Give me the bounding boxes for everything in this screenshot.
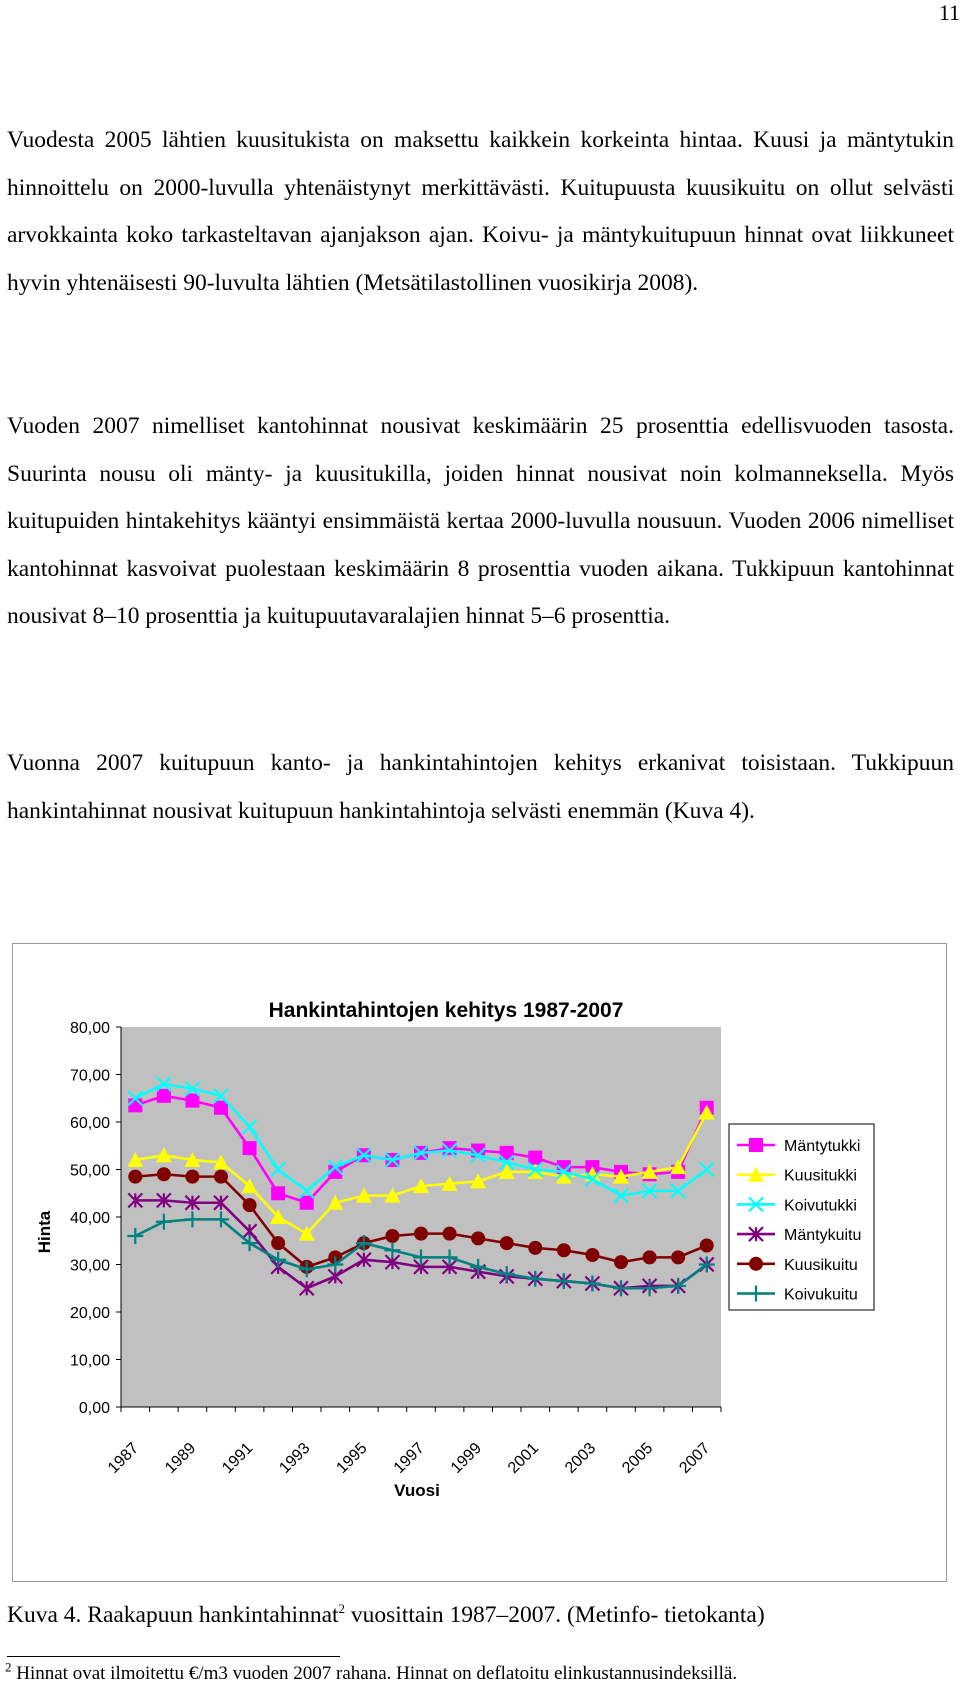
series-0-point [128,1098,142,1112]
y-tick-label: 60,00 [69,1115,110,1132]
x-tick-label: 1997 [390,1439,428,1477]
x-tick-label: 1991 [219,1439,257,1477]
series-4-point [443,1227,457,1241]
paragraph-1: Vuodesta 2005 lähtien kuusitukista on maksettu kaikkein korkeinta hintaa. Kuusi ja mäntytukin hinnoittelu on 2000-luvulla yhtenäistynyt merkittävästi. Kuitupuusta kuusikuitu on ollut selvästi arvokkainta koko tarkasteltavan ajanjakson ajan. Koivu- ja mäntykuitupuun hinnat ovat liikkuneet hyvin yhtenäisesti 90-luvulta lähtien (Metsätilastollinen vuosikirja 2008). [7,127,954,296]
series-4-point-shape [414,1227,428,1241]
y-tick-label: 30,00 [69,1257,110,1275]
x-tick-label: 1989 [162,1439,200,1477]
y-tick-label: 20,00 [69,1305,110,1322]
series-4-point-shape [128,1170,142,1184]
x-tick-label: 1987 [104,1439,143,1477]
series-4-point-shape [585,1248,599,1262]
series-0-point [271,1186,285,1200]
series-4-point-shape [214,1170,228,1184]
footnote-divider [7,1656,340,1657]
series-4-point [471,1231,485,1245]
series-4-point-shape [671,1250,685,1264]
series-0-point [443,1141,457,1155]
x-tick-label: 2007 [676,1439,714,1477]
series-4-point-shape [443,1227,457,1241]
series-4-point [243,1198,257,1212]
series-0-point-shape [271,1186,285,1200]
plot-area [121,1027,721,1407]
series-0-point-shape [300,1196,314,1210]
series-4-point-shape [643,1250,657,1264]
series-4-point-shape [157,1167,171,1181]
series-4-point-shape [700,1239,714,1253]
series-4-point [157,1167,171,1181]
series-0-point [185,1094,199,1108]
series-4-point [214,1170,228,1184]
legend-marker-0-shape [749,1138,763,1152]
y-tick-label: 10,00 [69,1352,110,1370]
series-4-point [185,1170,199,1184]
series-0-point [300,1196,314,1210]
series-4-point [671,1250,685,1264]
x-tick-label: 1995 [333,1439,371,1477]
legend-marker-0 [749,1138,763,1152]
x-axis-label: Vuosi [394,1481,440,1500]
series-4-point-shape [557,1243,571,1257]
series-0-point-shape [443,1141,457,1155]
series-0-point-shape [243,1141,257,1155]
y-tick-label: 70,00 [69,1067,110,1085]
y-tick-label: 40,00 [69,1210,110,1227]
legend-label: Mäntytukki [784,1138,861,1155]
series-4-point-shape [471,1231,485,1245]
x-tick-label: 2005 [619,1439,657,1477]
footnote-number: 2 [5,1659,12,1675]
legend-label: Kuusikuitu [784,1256,858,1274]
price-line-chart [13,944,946,1581]
caption-rest: vuosittain 1987–2007. (Metinfo- tietokanta) [345,1602,765,1628]
series-4-point-shape [500,1236,514,1250]
series-4-point [557,1243,571,1257]
series-4-point [500,1236,514,1250]
series-4-point [128,1170,142,1184]
page-number: 11 [938,0,960,25]
series-4-point [643,1250,657,1264]
paragraph-3: Vuonna 2007 kuitupuun kanto- ja hankintahintojen kehitys erkanivat toisistaan. Tukkipuun hankintahinnat nousivat kuitupuun hankintahintoja selvästi enemmän (Kuva 4). [7,750,954,824]
series-4-point [414,1227,428,1241]
x-tick-label: 2001 [504,1439,543,1477]
series-4-point [614,1255,628,1269]
series-0-point-shape [185,1094,199,1108]
x-tick-label: 1993 [276,1439,314,1477]
legend-label: Mäntykuitu [784,1227,862,1245]
series-4-point [385,1229,399,1243]
series-0-point-shape [157,1089,171,1103]
series-4-point [271,1236,285,1250]
y-tick-label: 0,00 [78,1400,110,1417]
series-4-point [528,1241,542,1255]
x-tick-label: 2003 [562,1439,600,1477]
caption-text: Kuva 4. Raakapuun hankintahinnat [7,1602,339,1628]
legend [729,1124,874,1310]
y-axis-label: Hinta [35,1210,54,1254]
footnote-text: Hinnat ovat ilmoitettu €/m3 vuoden 2007 rahana. Hinnat on deflatoitu elinkustannusindeksillä. [11,1663,738,1684]
series-4-point-shape [614,1255,628,1269]
series-0-point-shape [128,1098,142,1112]
y-tick-label: 50,00 [69,1162,110,1180]
paragraph-2: Vuoden 2007 nimelliset kantohinnat nousivat keskimäärin 25 prosenttia edellisvuoden tasosta. Suurinta nousu oli mänty- ja kuusitukilla, joiden hinnat nousivat noin kolmanneksella. Myös kuitupuiden hintakehitys kääntyi ensimmäistä kertaa 2000-luvulla nousuun. Vuoden 2006 nimelliset kantohinnat kasvoivat puolestaan keskimäärin 8 prosenttia vuoden aikana. Tukkipuun kantohinnat nousivat 8–10 prosenttia ja kuitupuutavaralajien hinnat 5–6 prosenttia. [7,413,954,629]
legend-label: Koivutukki [784,1197,857,1215]
footnote [5,1659,738,1685]
figure-caption [7,1602,765,1629]
legend-label: Kuusitukki [784,1167,857,1185]
chart-frame [12,943,947,1582]
legend-marker-4 [749,1257,763,1271]
series-0-point-shape [528,1151,542,1165]
legend-marker-4-shape [749,1257,763,1271]
series-4-point [700,1239,714,1253]
series-4-point-shape [271,1236,285,1250]
series-4-point-shape [243,1198,257,1212]
x-tick-label: 1999 [447,1439,485,1477]
series-0-point [528,1151,542,1165]
series-4-point-shape [385,1229,399,1243]
legend-label: Koivukuitu [784,1286,858,1304]
caption-footnote-ref: 2 [338,1601,346,1617]
y-tick-label: 80,00 [69,1020,110,1037]
series-0-point [157,1089,171,1103]
series-0-point [243,1141,257,1155]
series-4-point-shape [528,1241,542,1255]
chart-title: Hankintahintojen kehitys 1987-2007 [268,999,624,1022]
series-4-point [585,1248,599,1262]
series-4-point-shape [185,1170,199,1184]
